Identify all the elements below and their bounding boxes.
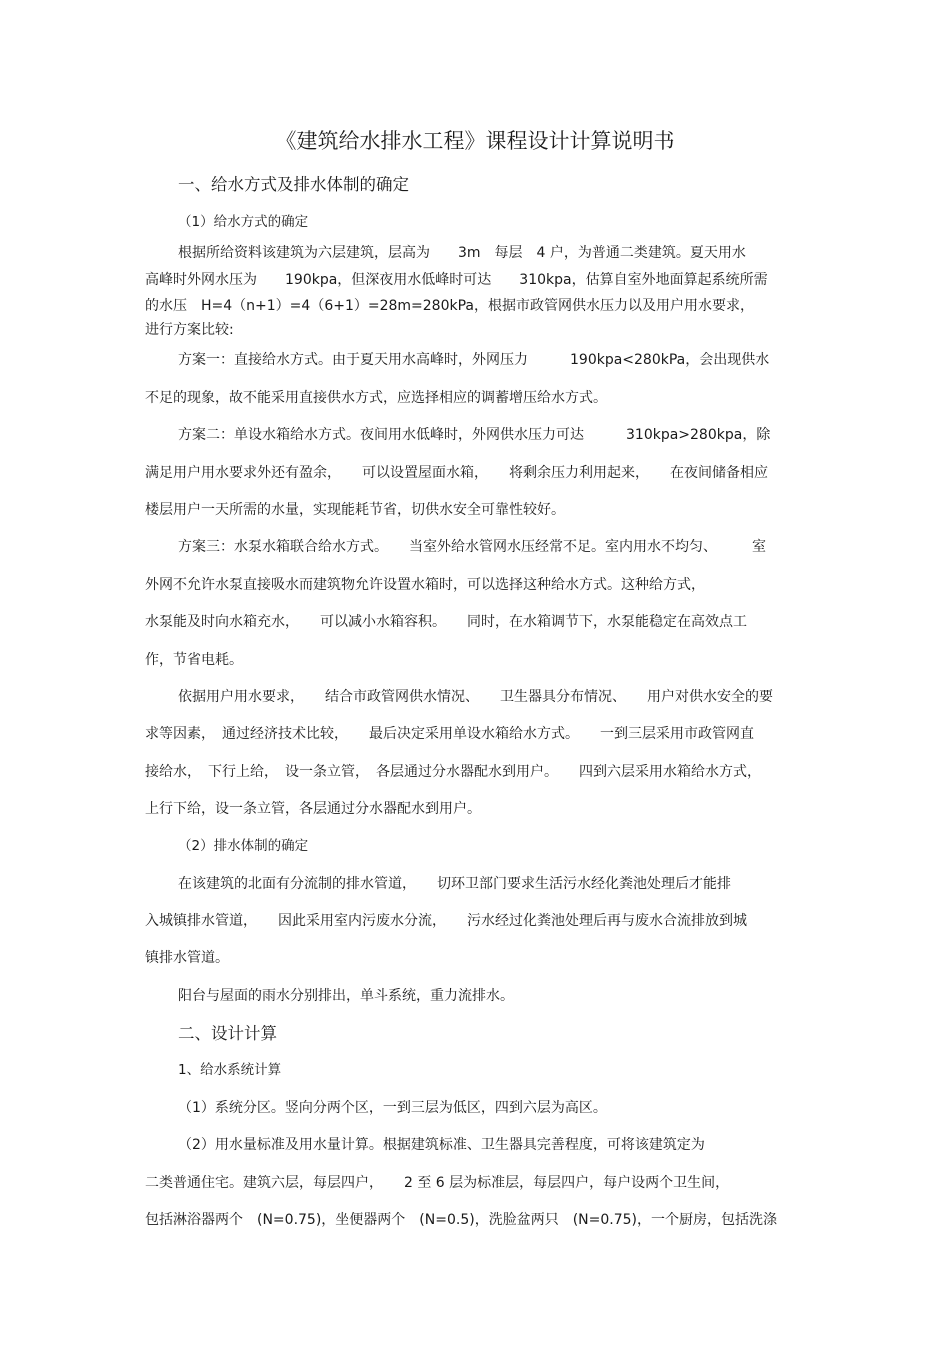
plan-2-line: 满足用户用水要求外还有盈余， 可以设置屋面水箱， 将剩余压力利用起来， 在夜间储备相应 bbox=[145, 465, 768, 481]
section-heading-2: 二、设计计算 bbox=[178, 1024, 277, 1043]
rainwater-line: 阳台与屋面的雨水分别排出，单斗系统，重力流排水。 bbox=[178, 988, 514, 1004]
plan-3-line: 外网不允许水泵直接吸水而建筑物允许设置水箱时，可以选择这种给水方式。这种给方式， bbox=[145, 577, 705, 593]
plan-3-line: 作，节省电耗。 bbox=[145, 652, 243, 668]
paragraph-line: 进行方案比较: bbox=[145, 322, 234, 338]
drainage-line: 入城镇排水管道， 因此采用室内污废水分流， 污水经过化粪池处理后再与废水合流排放到城 bbox=[145, 913, 747, 929]
decision-line: 求等因素， 通过经济技术比较， 最后决定采用单设水箱给水方式。 一到三层采用市政管网直 bbox=[145, 726, 754, 742]
paragraph-line: 的水压 H=4（n+1）=4（6+1）=28m=280kPa，根据市政管网供水压力以及用户用水要求， bbox=[145, 298, 754, 314]
document-title: 《建筑给水排水工程》课程设计计算说明书 bbox=[275, 129, 675, 153]
plan-3-line: 方案三：水泵水箱联合给水方式。 当室外给水管网水压经常不足。室内用水不均匀、 室 bbox=[178, 539, 766, 555]
plan-1-line: 不足的现象，故不能采用直接供水方式，应选择相应的调蓄增压给水方式。 bbox=[145, 390, 607, 406]
drainage-line: 镇排水管道。 bbox=[145, 950, 229, 966]
plan-3-line: 水泵能及时向水箱充水， 可以减小水箱容积。 同时，在水箱调节下，水泵能稳定在高效点工 bbox=[145, 614, 747, 630]
decision-line: 上行下给，设一条立管，各层通过分水器配水到用户。 bbox=[145, 801, 481, 817]
section-heading-1: 一、给水方式及排水体制的确定 bbox=[178, 175, 409, 194]
water-demand-line: （2）用水量标准及用水量计算。根据建筑标准、卫生器具完善程度，可将该建筑定为 bbox=[178, 1137, 705, 1153]
decision-line: 依据用户用水要求， 结合市政管网供水情况、 卫生器具分布情况、 用户对供水安全的要 bbox=[178, 689, 773, 705]
zoning-line: （1）系统分区。竖向分两个区，一到三层为低区，四到六层为高区。 bbox=[178, 1100, 607, 1116]
subheading-supply-calc: 1、给水系统计算 bbox=[178, 1062, 282, 1078]
water-demand-line: 二类普通住宅。建筑六层，每层四户， 2 至 6 层为标准层，每层四户，每户设两个卫生间， bbox=[145, 1175, 730, 1191]
plan-2-line: 楼层用户一天所需的水量，实现能耗节省，切供水安全可靠性较好。 bbox=[145, 502, 565, 518]
plan-2-line: 方案二：单设水箱给水方式。夜间用水低峰时，外网供水压力可达 310kpa>280kpa，除 bbox=[178, 427, 771, 443]
water-demand-line: 包括淋浴器两个 (N=0.75)，坐便器两个 (N=0.5)，洗脸盆两只 (N=0.75)，一个厨房，包括洗涤 bbox=[145, 1212, 777, 1228]
decision-line: 接给水， 下行上给， 设一条立管， 各层通过分水器配水到用户。 四到六层采用水箱给水方式， bbox=[145, 764, 761, 780]
plan-1-line: 方案一：直接给水方式。由于夏天用水高峰时，外网压力 190kpa<280kPa，会出现供水 bbox=[178, 352, 770, 368]
subheading-drainage: （2）排水体制的确定 bbox=[178, 838, 309, 854]
drainage-line: 在该建筑的北面有分流制的排水管道， 切环卫部门要求生活污水经化粪池处理后才能排 bbox=[178, 876, 731, 892]
paragraph-line: 高峰时外网水压为 190kpa，但深夜用水低峰时可达 310kpa，估算自室外地面算起系统所需 bbox=[145, 272, 768, 288]
subheading-water-supply: （1）给水方式的确定 bbox=[178, 214, 309, 230]
paragraph-line: 根据所给资料该建筑为六层建筑，层高为 3m 每层 4 户，为普通二类建筑。夏天用水 bbox=[178, 245, 746, 261]
